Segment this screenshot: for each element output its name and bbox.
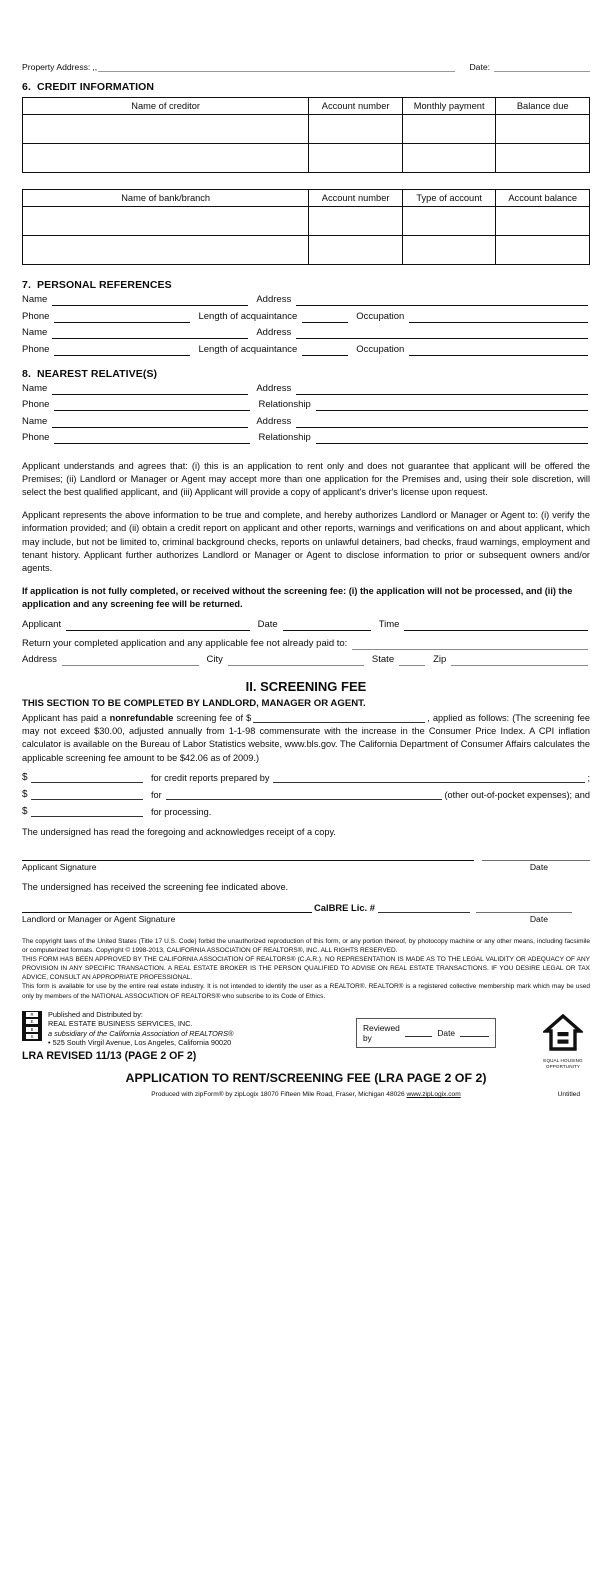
- personal-references-fields: [22, 294, 590, 356]
- landlord-date-caption: Date: [529, 914, 548, 924]
- reference-2-length-input[interactable]: [302, 344, 348, 356]
- legal-fine-print: [22, 937, 590, 1001]
- table-cell[interactable]: [309, 207, 403, 236]
- document-name-label: Untitled: [557, 1091, 580, 1099]
- agreement-paragraph-2: Applicant represents the above information to be true and complete, and hereby authorizes Landlord or Manager or Agent to: (i) verify the information provided; and (ii) obtain a credit report on applicant and other reports, warnings and verifications on and about applicant, which may include, but not be limited to, criminal background checks, reports on unlawful detainers, bad checks, fraud warnings, employment and tenant history. Applicant further authorizes Landlord or Manager or Agent to disclose information to prior or subsequent owners and/or agents.: [22, 509, 590, 574]
- credit-report-preparer-input[interactable]: [273, 771, 585, 783]
- other-expense-description-input[interactable]: [166, 788, 443, 800]
- relationship-label: Relationship: [258, 432, 311, 443]
- credit-information-table: [22, 97, 590, 173]
- applicant-signature-block: [22, 851, 590, 872]
- name-label: Name: [22, 382, 48, 394]
- name-label: Name: [22, 415, 48, 427]
- reviewed-by-box: [356, 1018, 496, 1048]
- house-icon: [543, 1014, 583, 1052]
- reference-1-name-input[interactable]: [52, 294, 248, 306]
- section-6-number: 6.: [22, 81, 31, 93]
- table-spacer: [22, 173, 590, 189]
- screening-intro-pre: Applicant has paid a: [22, 712, 110, 723]
- relative-2-relationship-input[interactable]: [316, 432, 588, 444]
- relative-1-name-row: [22, 383, 590, 395]
- rebs-logo-letter: B: [26, 1027, 38, 1032]
- reference-1-occupation-input[interactable]: [409, 311, 588, 323]
- screening-fee-heading: II. SCREENING FEE: [245, 678, 367, 694]
- reference-2-phone-input[interactable]: [54, 344, 190, 356]
- applicant-signature-line: [22, 851, 590, 861]
- produced-with-footer: [22, 1091, 590, 1098]
- reference-1-phone-row: [22, 311, 590, 323]
- calbre-license-input[interactable]: [378, 903, 470, 913]
- column-header: Balance due: [496, 98, 590, 115]
- reference-1-address-input[interactable]: [296, 294, 588, 306]
- phone-label: Phone: [22, 432, 50, 443]
- table-cell[interactable]: [402, 115, 496, 144]
- copyright-notice: The copyright laws of the United States (Title 17 U.S. Code) forbid the unauthorized reproduction of this form, or any portion thereof, by photocopy machine or any other means, including facsimile or computerized formats. Copyright © 1998-2013, CALIFORNIA ASSOCIATION OF REALTORS®, INC. ALL RIGHTS RESERVED.: [22, 938, 590, 955]
- form-approval-notice: THIS FORM HAS BEEN APPROVED BY THE CALIFORNIA ASSOCIATION OF REALTORS® (C.A.R.). NO REPRESENTATION IS MADE AS TO THE LEGAL VALIDITY OR ADEQUACY OF ANY PROVISION IN ANY SPECIFIC TRANSACTION. A REAL ESTATE BROKER IS THE PERSON QUALIFIED TO ADVISE ON REAL ESTATE TRANSACTIONS. IF YOU DESIRE LEGAL OR TAX ADVICE, CONSULT AN APPROPRIATE PROFESSIONAL.: [22, 956, 590, 982]
- table-cell[interactable]: [309, 236, 403, 265]
- paragraph-spacer: [22, 449, 590, 460]
- landlord-signature-line: [22, 902, 590, 913]
- landlord-signature-field[interactable]: [22, 903, 312, 913]
- equal-housing-caption-1: EQUAL HOUSING: [543, 1057, 583, 1063]
- landlord-signature-captions: [22, 914, 590, 924]
- table-row: [23, 115, 590, 144]
- reviewed-date-label: Date: [437, 1027, 456, 1038]
- applicant-date-input[interactable]: [283, 619, 371, 631]
- publisher-text-block: [48, 1010, 233, 1048]
- relative-2-phone-input[interactable]: [54, 432, 250, 444]
- table-row: [23, 236, 590, 265]
- reviewed-date-input[interactable]: [460, 1028, 489, 1037]
- bank-accounts-table: [22, 189, 590, 265]
- table-cell[interactable]: [402, 236, 496, 265]
- applicant-time-label: Time: [378, 618, 400, 630]
- return-city-label: City: [206, 653, 223, 665]
- section-7-title: PERSONAL REFERENCES: [37, 279, 172, 291]
- table-row: [23, 144, 590, 173]
- phone-label: Phone: [22, 310, 50, 322]
- length-of-acquaintance-label: Length of acquaintance: [198, 343, 298, 355]
- table-cell[interactable]: [496, 236, 590, 265]
- reviewed-by-input[interactable]: [405, 1028, 433, 1037]
- return-address-row: [22, 654, 590, 666]
- applicant-signature-captions: [22, 862, 590, 872]
- fee-amount-credit-reports-input[interactable]: [31, 771, 143, 783]
- property-address-value: ,,: [92, 62, 98, 72]
- applicant-signature-date-caption: Date: [529, 861, 548, 872]
- screening-intro-post: , applied as follows: (The screening fee may not exceed $30.00, adjusted annually from 1-1-98 commensurate with the increase in the Consumer Price Index. A CPI inflation calculator is available on the Bureau of Labor Statistics website, www.bls.gov. The California Department of Consumer Affairs calculates the applicable screening fee amount to be $42.06 as of 2009.): [22, 712, 590, 763]
- fee-line-other-expenses: [22, 788, 590, 800]
- return-to-input[interactable]: [352, 638, 588, 650]
- return-city-input[interactable]: [228, 654, 364, 666]
- table-cell[interactable]: [402, 144, 496, 173]
- table-header-row: [23, 98, 590, 115]
- fee-label-credit-reports: for credit reports prepared by: [151, 773, 270, 784]
- form-title-footer: APPLICATION TO RENT/SCREENING FEE (LRA PAGE 2 OF 2): [125, 1071, 487, 1086]
- relative-1-relationship-input[interactable]: [316, 399, 588, 411]
- produced-with-text: Produced with zipForm® by zipLogix 18070 Fifteen Mile Road, Fraser, Michigan 48026: [151, 1091, 407, 1099]
- column-header: Account number: [309, 190, 403, 207]
- applicant-signature-field[interactable]: [22, 851, 474, 861]
- relative-2-address-input[interactable]: [296, 416, 588, 428]
- rebs-logo-letter: R: [26, 1012, 38, 1017]
- ziplogix-url-link[interactable]: www.zipLogix.com: [406, 1091, 461, 1099]
- fee-tail-other: (other out-of-pocket expenses); and: [444, 790, 590, 801]
- acknowledgement-text-2: The undersigned has received the screening fee indicated above.: [22, 881, 289, 892]
- relationship-label: Relationship: [258, 399, 311, 410]
- return-address-input[interactable]: [62, 654, 199, 666]
- section-8-title: NEAREST RELATIVE(S): [37, 367, 158, 380]
- nearest-relatives-fields: [22, 383, 590, 445]
- fee-label-processing: for processing.: [151, 807, 212, 818]
- table-cell[interactable]: [496, 144, 590, 173]
- publisher-line-2: REAL ESTATE BUSINESS SERVICES, INC.: [48, 1019, 193, 1029]
- fee-amount-processing-input[interactable]: [31, 805, 143, 817]
- return-instruction-text: Return your completed application and any applicable fee not already paid to:: [22, 637, 348, 649]
- column-header: Name of creditor: [23, 98, 309, 115]
- table-cell[interactable]: [23, 115, 309, 144]
- relative-1-address-input[interactable]: [296, 383, 588, 395]
- name-label: Name: [22, 327, 48, 338]
- return-address-label: Address: [22, 653, 57, 665]
- applicant-signature-date-field[interactable]: [482, 851, 590, 861]
- landlord-signature-block: [22, 902, 590, 924]
- reference-2-phone-row: [22, 344, 590, 356]
- screening-intro-mid: screening fee of $: [173, 712, 252, 723]
- address-label: Address: [256, 294, 292, 305]
- return-state-label: State: [371, 653, 395, 665]
- lra-revision-label: LRA REVISED 11/13 (PAGE 2 OF 2): [22, 1050, 197, 1063]
- header-date-label: Date:: [469, 62, 490, 72]
- section-6-title: CREDIT INFORMATION: [37, 81, 155, 93]
- property-address-header: [22, 58, 590, 72]
- table-row: [23, 207, 590, 236]
- column-header: Type of account: [402, 190, 496, 207]
- equal-housing-opportunity-logo: [532, 1014, 594, 1070]
- relative-2-name-input[interactable]: [52, 416, 248, 428]
- screening-nonrefundable-emphasis: nonrefundable: [109, 712, 174, 723]
- return-zip-label: Zip: [433, 653, 447, 665]
- column-header: Account number: [309, 98, 403, 115]
- name-label: Name: [22, 294, 48, 305]
- table-header-row: [23, 190, 590, 207]
- table-cell[interactable]: [496, 207, 590, 236]
- rebs-logo-letter: E: [26, 1019, 38, 1024]
- dollar-sign: $: [22, 772, 28, 784]
- applicant-label: Applicant: [22, 618, 62, 630]
- agreement-paragraph-3: If application is not fully completed, or received without the screening fee: (i) the application will not be processed, and (ii) the application and any screening fee will be returned.: [22, 585, 573, 610]
- applicant-date-label: Date: [257, 618, 278, 630]
- fee-tail-credit-reports: ;: [587, 773, 590, 784]
- return-zip-input[interactable]: [451, 654, 588, 666]
- publisher-line-4: • 525 South Virgil Avenue, Los Angeles, California 90020: [48, 1038, 232, 1048]
- rebs-logo-icon: [22, 1011, 42, 1041]
- reviewed-by-label: Reviewed by: [363, 1022, 400, 1043]
- property-address-input[interactable]: [98, 61, 455, 72]
- screening-fee-intro: [22, 712, 590, 766]
- phone-label: Phone: [22, 399, 50, 410]
- table-cell[interactable]: [402, 207, 496, 236]
- landlord-signature-caption: Landlord or Manager or Agent Signature: [22, 914, 176, 924]
- relative-1-phone-input[interactable]: [54, 399, 250, 411]
- address-label: Address: [256, 382, 292, 394]
- reference-2-occupation-input[interactable]: [409, 344, 588, 356]
- acknowledgement-text-1: The undersigned has read the foregoing and acknowledges receipt of a copy.: [22, 827, 336, 838]
- header-date-input[interactable]: [494, 61, 590, 72]
- landlord-signature-date-field[interactable]: [476, 903, 572, 913]
- reference-1-length-input[interactable]: [302, 311, 348, 323]
- section-6-heading: [22, 81, 590, 93]
- occupation-label: Occupation: [356, 343, 405, 355]
- dollar-sign: $: [22, 789, 28, 801]
- section-8-heading: [22, 368, 590, 380]
- applicant-time-input[interactable]: [404, 619, 588, 631]
- table-cell[interactable]: [309, 115, 403, 144]
- table-cell[interactable]: [23, 236, 309, 265]
- relative-1-phone-row: [22, 399, 590, 411]
- reference-1-phone-input[interactable]: [54, 311, 190, 323]
- fee-label-other: for: [151, 790, 162, 801]
- reference-2-address-input[interactable]: [296, 327, 588, 339]
- agreement-paragraph-1: Applicant understands and agrees that: (i) this is an application to rent only and does not guarantee that applicant will be offered the Premises; (ii) Landlord or Manager or Agent may accept more than one application for the Premises and, using their sole discretion, will select the best qualified applicant, and (iii) Applicant will provide a copy of applicant's driver's license upon request.: [22, 460, 590, 498]
- table-cell[interactable]: [496, 115, 590, 144]
- reference-2-name-row: [22, 327, 590, 339]
- column-header: Name of bank/branch: [23, 190, 309, 207]
- address-label: Address: [256, 327, 292, 338]
- fee-line-processing: [22, 805, 590, 817]
- applicant-signature-row: [22, 619, 590, 631]
- publisher-line-3: a subsidiary of the California Association of REALTORS®: [48, 1028, 234, 1038]
- section-7-heading: [22, 279, 590, 291]
- relative-1-name-input[interactable]: [52, 383, 248, 395]
- column-header: Account balance: [496, 190, 590, 207]
- section-8-number: 8.: [22, 367, 31, 380]
- rebs-logo-letter: S: [26, 1034, 38, 1039]
- column-header: Monthly payment: [402, 98, 496, 115]
- phone-label: Phone: [22, 343, 50, 355]
- relative-2-phone-row: [22, 432, 590, 444]
- occupation-label: Occupation: [356, 310, 405, 322]
- screening-fee-amount-input[interactable]: [253, 712, 425, 723]
- return-state-input[interactable]: [399, 654, 425, 666]
- length-of-acquaintance-label: Length of acquaintance: [198, 310, 298, 322]
- realtor-trademark-notice: This form is available for use by the entire real estate industry. It is not intended to identify the user as a REALTOR®. REALTOR® is a registered collective membership mark which may be used only by members of the NATIONAL ASSOCIATION OF REALTORS® who subscribe to its Code of Ethics.: [22, 983, 590, 1000]
- return-to-row: [22, 638, 590, 650]
- fee-amount-other-input[interactable]: [31, 788, 143, 800]
- address-label: Address: [256, 415, 292, 427]
- calbre-license-label: CalBRE Lic. #: [314, 902, 375, 913]
- dollar-sign: $: [22, 806, 28, 818]
- fee-line-credit-reports: [22, 771, 590, 783]
- relative-2-name-row: [22, 416, 590, 428]
- table-cell[interactable]: [23, 144, 309, 173]
- reference-1-name-row: [22, 294, 590, 306]
- reference-2-name-input[interactable]: [52, 327, 248, 339]
- property-address-label: Property Address:: [22, 62, 91, 72]
- applicant-signature-caption: Applicant Signature: [22, 861, 97, 872]
- equal-housing-caption-2: OPPORTUNITY: [545, 1064, 581, 1070]
- table-cell[interactable]: [23, 207, 309, 236]
- applicant-signature-input[interactable]: [66, 619, 250, 631]
- table-cell[interactable]: [309, 144, 403, 173]
- screening-fee-subheading: THIS SECTION TO BE COMPLETED BY LANDLORD, MANAGER OR AGENT.: [22, 697, 366, 709]
- section-7-number: 7.: [22, 279, 31, 291]
- publisher-line-1: Published and Distributed by:: [48, 1009, 143, 1019]
